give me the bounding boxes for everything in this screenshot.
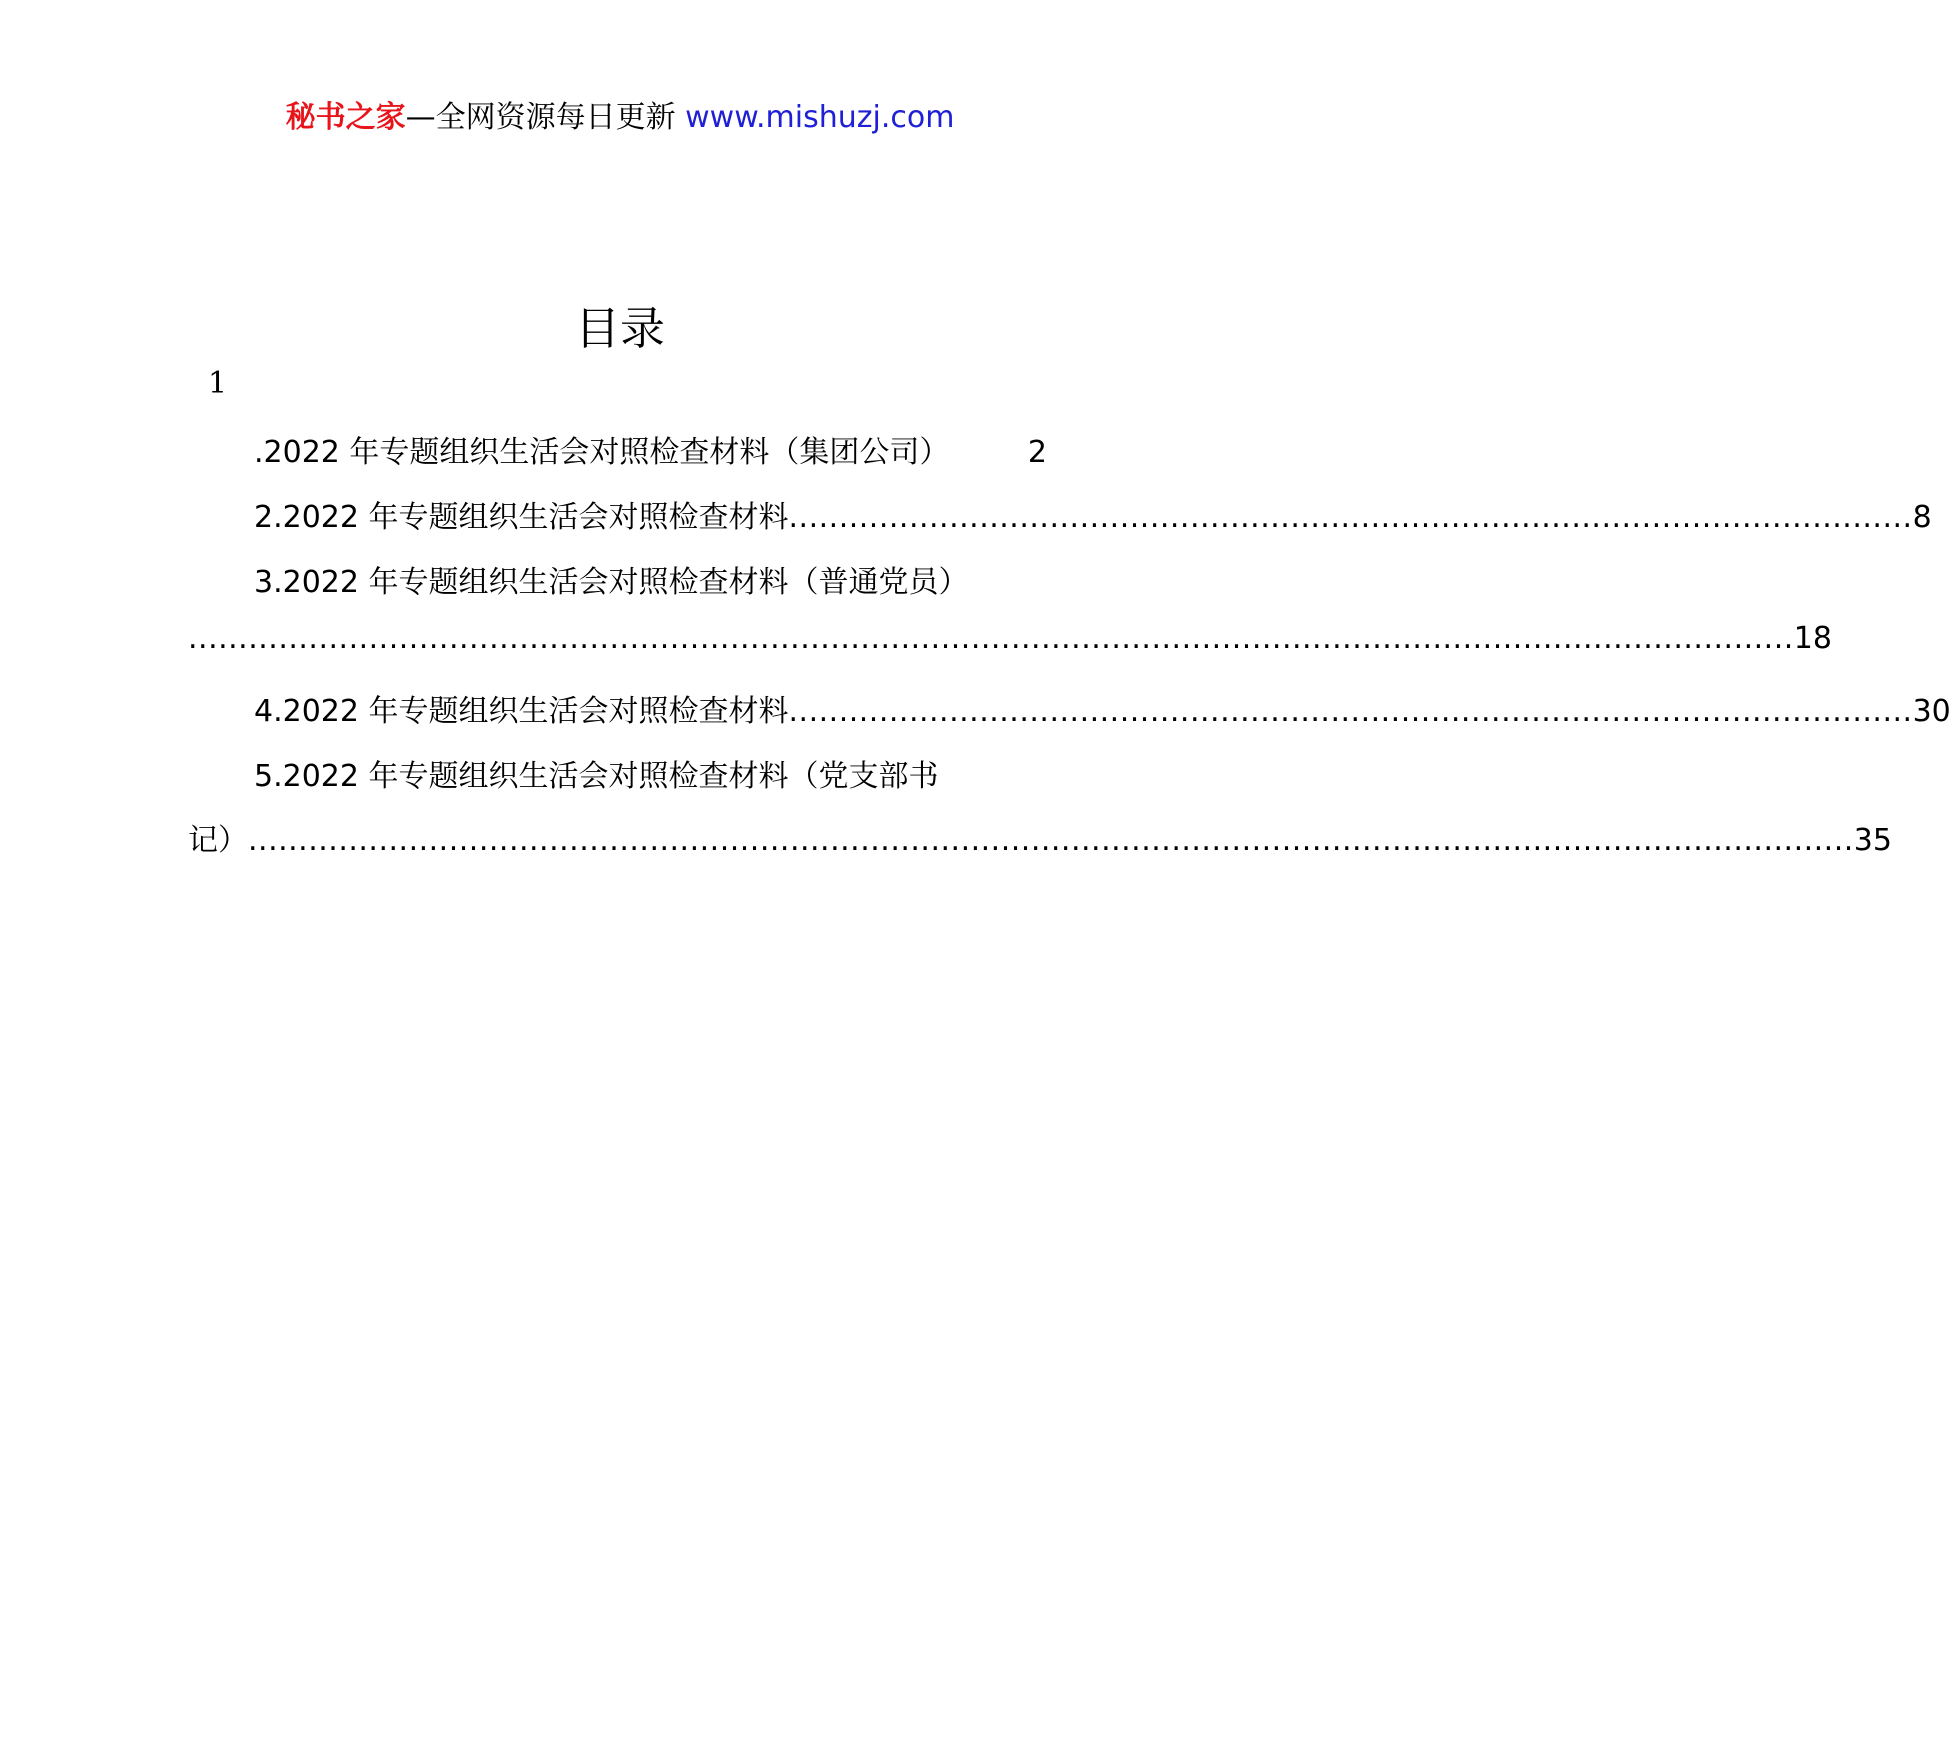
toc-entry-5[interactable] bbox=[254, 751, 1047, 795]
dot-leader: ................................................................................................................ bbox=[788, 694, 1913, 729]
dot-leader: ................................................................................................................................................................ bbox=[188, 621, 1794, 656]
toc-page-number: 18 bbox=[1793, 621, 1832, 656]
header-slogan: —全网资源每日更新 bbox=[405, 100, 676, 135]
site-url[interactable]: www.mishuzj.com bbox=[685, 100, 955, 135]
toc-entry-title: 3.2022 年专题组织生活会对照检查材料（普通党员） bbox=[254, 565, 969, 600]
site-header bbox=[0, 92, 1240, 136]
toc-entry-3[interactable] bbox=[254, 557, 1047, 601]
toc-entry-title: 4.2022 年专题组织生活会对照检查材料 bbox=[254, 694, 789, 729]
toc-entry-4[interactable] bbox=[254, 686, 1951, 730]
toc-page-number: 8 bbox=[1912, 500, 1932, 535]
toc-page-number: 30 bbox=[1912, 694, 1951, 729]
toc-entry-3-continuation[interactable] bbox=[188, 621, 1832, 665]
toc-entry-1[interactable] bbox=[254, 427, 1047, 471]
toc-entry-title: 5.2022 年专题组织生活会对照检查材料（党支部书 bbox=[254, 759, 939, 794]
toc-entry-title: .2022 年专题组织生活会对照检查材料（集团公司） bbox=[254, 435, 950, 470]
toc-entry-title-continued: 记） bbox=[188, 823, 248, 858]
toc-page-number: 2 bbox=[1027, 435, 1047, 470]
dot-leader: ................................................................................................................ bbox=[788, 500, 1913, 535]
toc-entry-title: 2.2022 年专题组织生活会对照检查材料 bbox=[254, 500, 789, 535]
toc-entry-2[interactable] bbox=[254, 492, 1932, 536]
dot-leader: ................................................................................................................................................................ bbox=[248, 823, 1854, 858]
toc-entry-5-continuation[interactable] bbox=[188, 815, 1892, 859]
stray-number: 1 bbox=[208, 366, 228, 401]
toc-page-number: 35 bbox=[1853, 823, 1892, 858]
page-title: 目录 bbox=[574, 302, 665, 355]
brand-name: 秘书之家 bbox=[285, 100, 406, 135]
